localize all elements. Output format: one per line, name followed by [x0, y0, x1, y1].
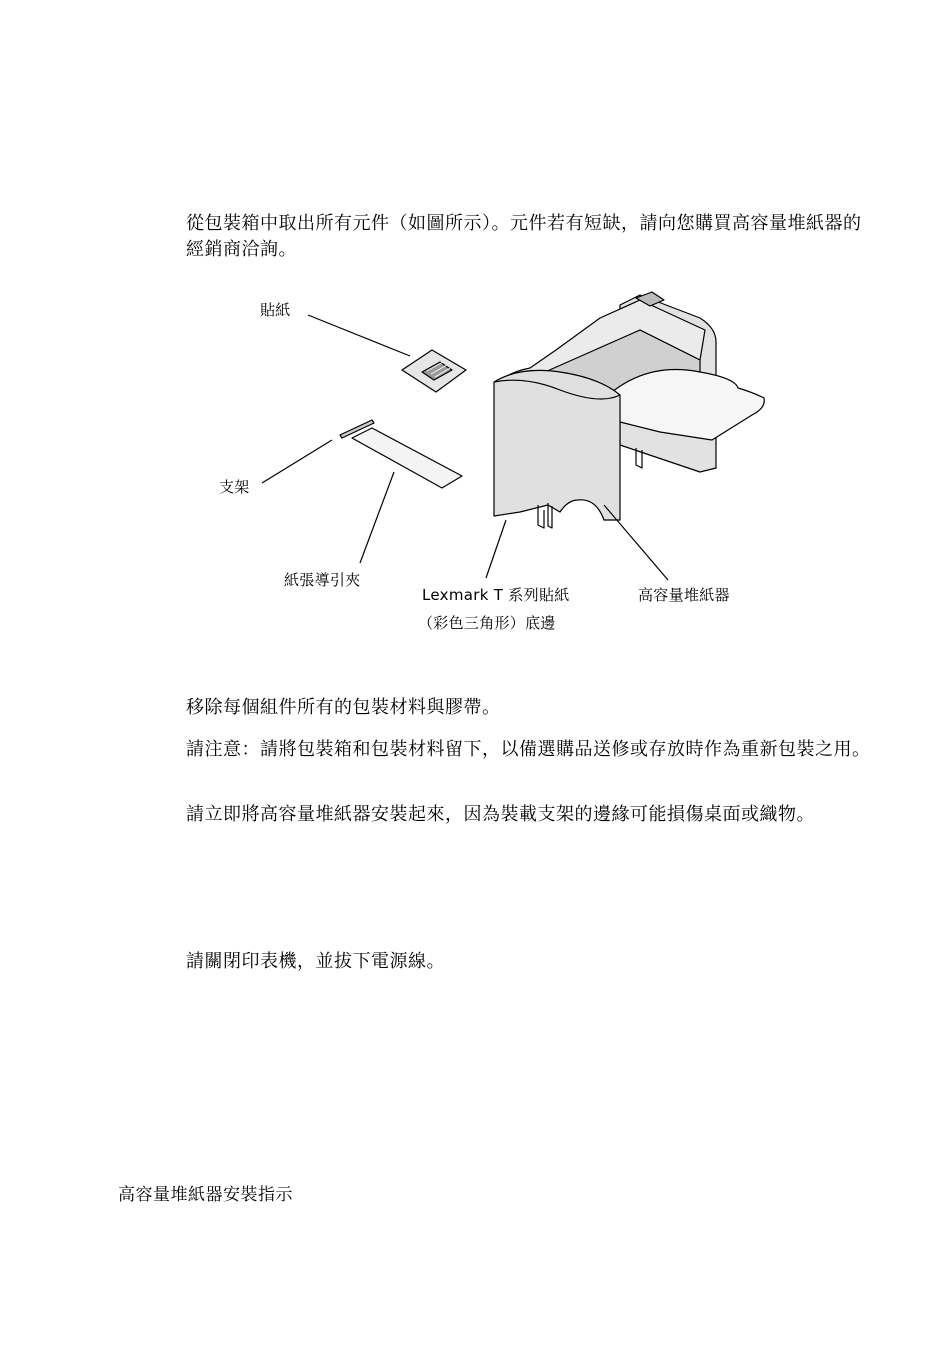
sticker-leader-line [308, 315, 410, 356]
paper-guide-clip [352, 428, 462, 488]
bracket-leader-line [262, 440, 332, 483]
label-bracket: 支架 [219, 478, 250, 496]
stacker-unit [494, 292, 764, 528]
stacker-leader-line [604, 505, 668, 580]
intro-paragraph: 從包裝箱中取出所有元件（如圖所示）。元件若有短缺，請向您購買高容量堆紙器的經銷商洽詢。 [186, 213, 862, 260]
paper-guide-clip-leader-line [360, 472, 394, 563]
label-paper-guide-clip: 紙張導引夾 [284, 571, 361, 589]
label-lexmark-line2: （彩色三角形）底邊 [418, 614, 556, 632]
note-block [186, 737, 876, 763]
lexmark-label-leader-line [486, 520, 506, 578]
sticker-sheet [402, 350, 466, 392]
note-text: 請將包裝箱和包裝材料留下，以備選購品送修或存放時作為重新包裝之用。 [260, 739, 871, 760]
label-stacker: 高容量堆紙器 [638, 586, 730, 604]
note-label: 請注意： [186, 739, 260, 760]
label-lexmark-line1: Lexmark T 系列貼紙 [422, 586, 570, 604]
remove-packaging-paragraph: 移除每個組件所有的包裝材料與膠帶。 [186, 697, 501, 718]
warning-paragraph: 請立即將高容量堆紙器安裝起來，因為裝載支架的邊緣可能損傷桌面或織物。 [186, 804, 815, 825]
label-sticker: 貼紙 [260, 301, 291, 319]
power-off-paragraph: 請關閉印表機，並拔下電源線。 [186, 951, 445, 972]
footer-title: 高容量堆紙器安裝指示 [118, 1185, 293, 1205]
